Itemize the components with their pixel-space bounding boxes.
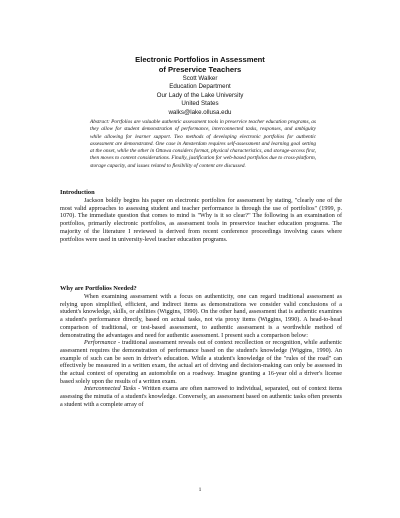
performance-text: - traditional assessment reveals out of context recollection or recognition, while authentic assessment requires the demonstration of performance based on the student's knowledge (Wiggins, 1990). An example of such can be seen in driver's education. While a student's knowledge of the "rules of the road" can effectively be measured in a written exam, the actual art of driving and decision-making can only be assessed in the actual context of operating an automobile on a roadway. Imagine granting a 16-year old a driver's license based solely upon the results of a written exam. [60,340,342,385]
title-line-1: Electronic Portfolios in Assessment [135,55,265,64]
why-section [60,294,342,410]
intro-paragraph: Jackson boldly begins his paper on electronic portfolios for assessment by stating, "clearly one of the most valid approaches to assessing student and teacher performance is through the use of portfolios" (1999, p. 1070). The immediate question that comes to mind is "Why is it so clear?" The following is an examination of portfolios, primarily electronic portfolios, as assessment tools in preservice teacher education programs. The majority of the literature I reviewed is derived from recent conference proceedings involving cases where portfolios were used in university-level teacher education programs. [60,198,342,243]
why-paragraph-2 [60,340,342,386]
paper-title [0,55,400,75]
why-heading: Why are Portfolios Needed? [60,285,137,292]
author-university: Our Lady of the Lake University [156,91,244,99]
author-department: Education Department [169,83,231,91]
why-paragraph-1: When examining assessment with a focus on authenticity, one can regard traditional assessment as relying upon simplified, efficient, and indirect items as demonstrations we consider valid conclusions of a student's knowledge, skills, or abilities (Wiggins, 1990). On the other hand, assessment that is authentic examines a student's performance directly, based on actual tasks, not via proxy items (Wiggins, 1990). A head-to-head comparison of traditional, or test-based assessment, to authentic assessment is a worthwhile method of demonstrating the advantages and need for authentic assessment. I present such a comparison below: [60,294,342,339]
interconnected-text: - Written exams are often narrowed to individual, separated, out of context items assessing the minutia of a student's knowledge. Conversely, an assessment based on authentic tasks often presents a student with a complete array of [60,386,342,408]
title-line-2: of Preservice Teachers [158,65,242,74]
intro-section [60,198,342,244]
author-block [0,75,400,117]
intro-heading: Introduction [60,189,95,196]
interconnected-label: Interconnected Tasks [84,386,137,393]
performance-label: Performance [84,340,117,347]
page-number: 1 [198,487,202,493]
abstract: Abstract: Portfolios are valuable authentic assessment tools in preservice teacher education programs, as they allow for student demonstration of performance, interconnected tasks, responses, and ambiguity while allowing for learner support. Two methods of developing electronic portfolios for authentic assessment are demonstrated. One case in Amsterdam requires self-assessment and learning goal setting at the onset, while the other in Ottawa considers format, physical characteristics, and storage-access first, then moves to content considerations. Finally, justification for web-based portfolios due to cross-platform, storage capacity, and issues related to flexibility of content are discussed. [90,119,316,169]
author-country: United States [181,100,219,108]
author-name: Scott Walker [182,75,218,82]
why-paragraph-3 [60,386,342,409]
author-email: walks@lake.ollusa.edu [168,108,232,116]
